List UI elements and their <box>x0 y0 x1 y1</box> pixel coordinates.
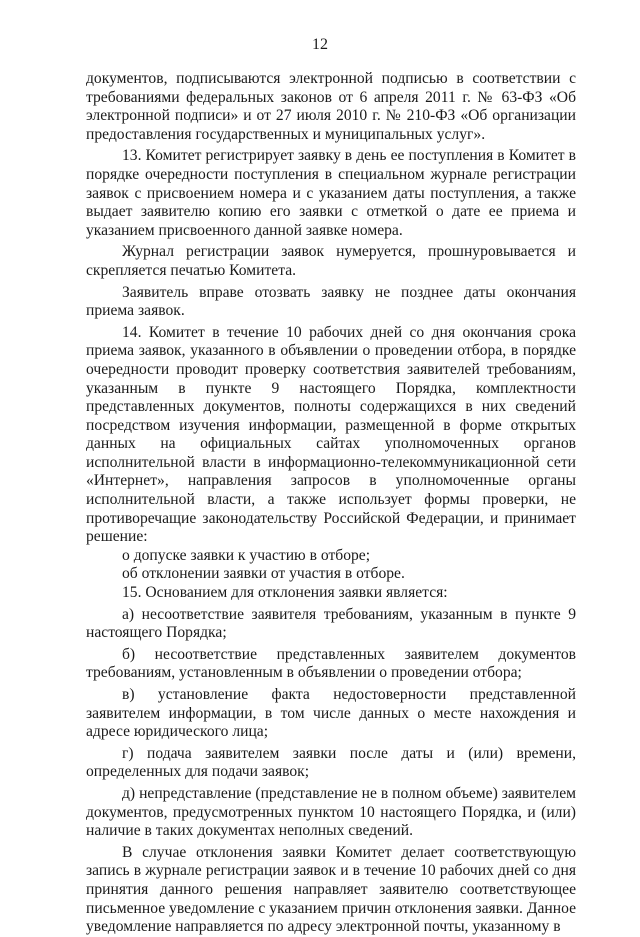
paragraph-rejection-notice: В случае отклонения заявки Комитет делает соответствующую запись в журнале регистрации заявок и в течение 10 рабочих дней со дня принятия данного решения направляет заявителю соответствующее письменное уведомление с указанием причин отклонения заявки. Данное уведомление направляется по адресу электронной почты, указанному в <box>86 843 576 936</box>
decision-reject: об отклонении заявки от участия в отборе. <box>122 565 405 583</box>
paragraph-13: 13. Комитет регистрирует заявку в день ее поступления в Комитет в порядке очередности поступления в специальном журнале регистрации заявок с присвоением номера и с указанием даты поступления, а также выдает заявителю копию его заявки с отметкой о дате ее приема и указанием присвоенного данной заявке номера. <box>86 147 576 239</box>
reason-d: г) подача заявителем заявки после даты и (или) времени, определенных для подачи заявок; <box>86 744 576 781</box>
document-body <box>86 70 576 937</box>
page-number: 12 <box>312 36 328 53</box>
paragraph-continuation: документов, подписываются электронной подписью в соответствии с требованиями федеральных законов от 6 апреля 2011 г. № 63-ФЗ «Об электронной подписи» и от 27 июля 2010 г. № 210-ФЗ «Об организации предоставления государственных и муниципальных услуг». <box>86 70 576 143</box>
paragraph-journal: Журнал регистрации заявок нумеруется, прошнуровывается и скрепляется печатью Комитета. <box>86 243 576 279</box>
reason-e: д) непредставление (представление не в полном объеме) заявителем документов, предусмотренных пунктом 10 настоящего Порядка, и (или) наличие в таких документах неполных сведений. <box>86 784 576 840</box>
paragraph-14: 14. Комитет в течение 10 рабочих дней со дня окончания срока приема заявок, указанного в объявлении о проведении отбора, в порядке очередности проводит проверку соответствия заявителей требованиям, указанным в пункте 9 настоящего Порядка, комплектности представленных документов, полноты содержащихся в них сведений посредством изучения информации, размещенной в форме открытых данных на официальных сайтах уполномоченных органов исполнительной власти в информационно-телекоммуникационной сети «Интернет», направления запросов в уполномоченные органы исполнительной власти, а также использует формы проверки, не противоречащие законодательству Российской Федерации, и принимает решение: <box>86 323 576 546</box>
decision-admit: о допуске заявки к участию в отборе; <box>122 546 371 564</box>
paragraph-15: 15. Основанием для отклонения заявки является: <box>122 584 448 602</box>
reason-a: а) несоответствие заявителя требованиям, указанным в пункте 9 настоящего Порядка; <box>86 605 576 642</box>
reason-b: б) несоответствие представленных заявителем документов требованиям, установленным в объявлении о проведении отбора; <box>86 645 576 682</box>
reason-c: в) установление факта недостоверности представленной заявителем информации, в том числе данных о месте нахождения и адресе юридического лица; <box>86 686 576 741</box>
paragraph-withdraw: Заявитель вправе отозвать заявку не позднее даты окончания приема заявок. <box>86 283 576 320</box>
